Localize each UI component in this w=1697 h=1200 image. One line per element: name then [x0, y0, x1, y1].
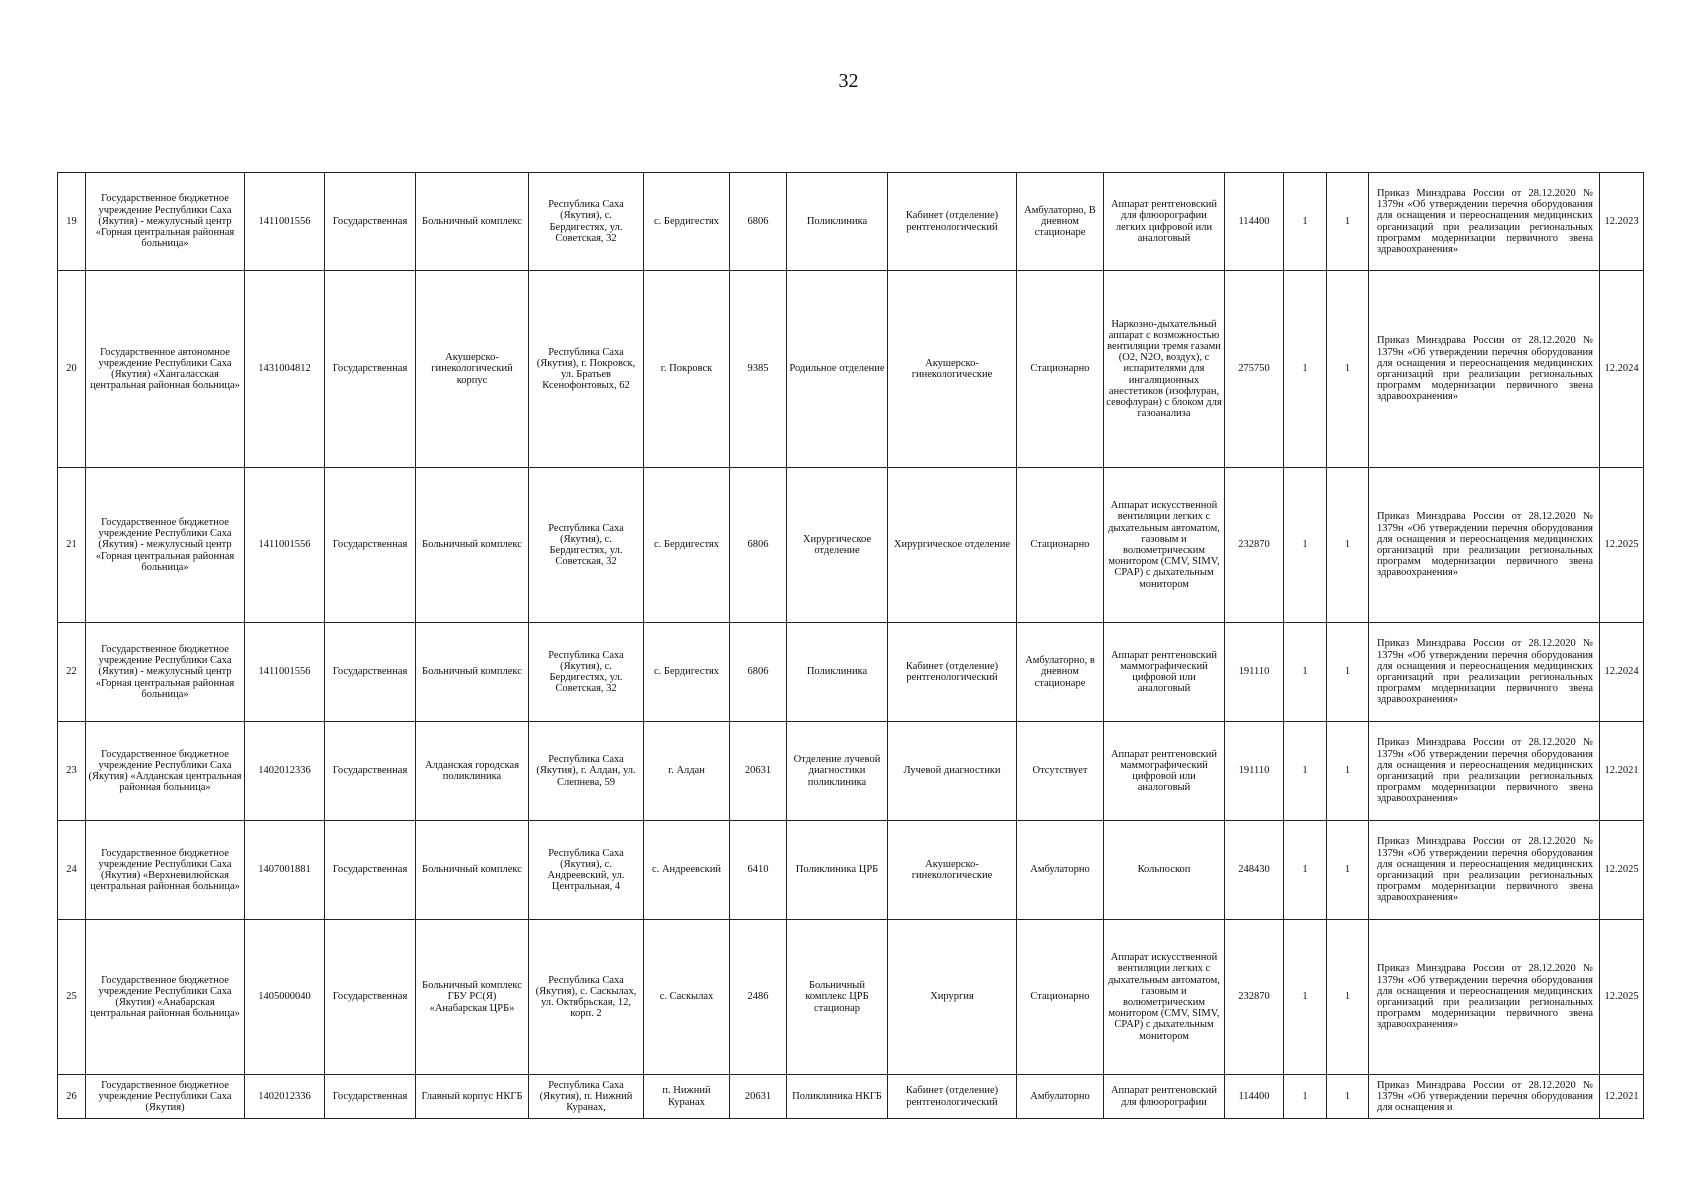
- row-number: 21: [58, 468, 86, 623]
- row-number: 23: [58, 722, 86, 821]
- equipment-name: Аппарат рентгеновский для флюорографии: [1104, 1075, 1225, 1119]
- structural-unit: Поликлиника ЦРБ: [787, 821, 888, 920]
- ownership-form: Государственная: [325, 920, 416, 1075]
- department-profile: Лучевой диагностики: [888, 722, 1017, 821]
- quantity-2: 1: [1327, 722, 1369, 821]
- inn: 1431004812: [245, 271, 325, 468]
- locality: г. Алдан: [644, 722, 730, 821]
- organization-name: Государственное бюджетное учреждение Республики Саха (Якутия) - межулусный центр «Горная центральная районная больница»: [86, 468, 245, 623]
- population: 6410: [730, 821, 787, 920]
- price: 191110: [1225, 722, 1284, 821]
- price: 191110: [1225, 623, 1284, 722]
- equipment-name: Аппарат рентгеновский маммографический цифровой или аналоговый: [1104, 722, 1225, 821]
- legal-basis: Приказ Минздрава России от 28.12.2020 № 1379н «Об утверждении перечня оборудования для оснащения и переоснащения медицинских организаций при реализации региональных программ модернизации первичного звена здравоохранения»: [1369, 920, 1600, 1075]
- quantity-1: 1: [1284, 623, 1327, 722]
- price: 232870: [1225, 468, 1284, 623]
- price: 114400: [1225, 1075, 1284, 1119]
- organization-name: Государственное бюджетное учреждение Республики Саха (Якутия) «Верхневилюйская центральная районная больница»: [86, 821, 245, 920]
- quantity-1: 1: [1284, 1075, 1327, 1119]
- locality: с. Саскылах: [644, 920, 730, 1075]
- row-number: 22: [58, 623, 86, 722]
- equipment-name: Наркозно-дыхательный аппарат с возможностью вентиляции тремя газами (O2, N2O, воздух), с испарителями для ингаляционных анестетиков (изофлуран, севофлуран) с блоком для газоанализа: [1104, 271, 1225, 468]
- quantity-2: 1: [1327, 468, 1369, 623]
- locality: с. Андреевский: [644, 821, 730, 920]
- row-number: 25: [58, 920, 86, 1075]
- structural-unit: Родильное отделение: [787, 271, 888, 468]
- quantity-1: 1: [1284, 920, 1327, 1075]
- quantity-1: 1: [1284, 722, 1327, 821]
- department-profile: Хирургическое отделение: [888, 468, 1017, 623]
- organization-name: Государственное бюджетное учреждение Республики Саха (Якутия) «Анабарская центральная районная больница»: [86, 920, 245, 1075]
- quantity-2: 1: [1327, 173, 1369, 271]
- row-number: 20: [58, 271, 86, 468]
- legal-basis: Приказ Минздрава России от 28.12.2020 № 1379н «Об утверждении перечня оборудования для оснащения и: [1369, 1075, 1600, 1119]
- address: Республика Саха (Якутия), п. Нижний Куранах,: [529, 1075, 644, 1119]
- table-row: [58, 920, 1644, 1075]
- department-profile: Кабинет (отделение) рентгенологический: [888, 173, 1017, 271]
- building-name: Больничный комплекс ГБУ РС(Я) «Анабарская ЦРБ»: [416, 920, 529, 1075]
- table-row: [58, 1075, 1644, 1119]
- building-name: Больничный комплекс: [416, 468, 529, 623]
- building-name: Акушерско-гинекологический корпус: [416, 271, 529, 468]
- quantity-2: 1: [1327, 821, 1369, 920]
- inn: 1402012336: [245, 1075, 325, 1119]
- address: Республика Саха (Якутия), г. Покровск, ул. Братьев Ксенофонтовых, 62: [529, 271, 644, 468]
- ownership-form: Государственная: [325, 468, 416, 623]
- care-conditions: Амбулаторно: [1017, 821, 1104, 920]
- equipment-name: Аппарат рентгеновский для флюорографии легких цифровой или аналоговый: [1104, 173, 1225, 271]
- building-name: Больничный комплекс: [416, 173, 529, 271]
- department-profile: Кабинет (отделение) рентгенологический: [888, 623, 1017, 722]
- care-conditions: Стационарно: [1017, 468, 1104, 623]
- row-number: 19: [58, 173, 86, 271]
- population: 2486: [730, 920, 787, 1075]
- equipment-registry-table: [57, 172, 1644, 1119]
- inn: 1411001556: [245, 468, 325, 623]
- population: 9385: [730, 271, 787, 468]
- structural-unit: Больничный комплекс ЦРБ стационар: [787, 920, 888, 1075]
- quantity-1: 1: [1284, 821, 1327, 920]
- registry-body: [58, 173, 1644, 1119]
- address: Республика Саха (Якутия), с. Бердигестях, ул. Советская, 32: [529, 173, 644, 271]
- address: Республика Саха (Якутия), с. Саскылах, ул. Октябрьская, 12, корп. 2: [529, 920, 644, 1075]
- population: 6806: [730, 468, 787, 623]
- inn: 1411001556: [245, 173, 325, 271]
- legal-basis: Приказ Минздрава России от 28.12.2020 № 1379н «Об утверждении перечня оборудования для оснащения и переоснащения медицинских организаций при реализации региональных программ модернизации первичного звена здравоохранения»: [1369, 623, 1600, 722]
- structural-unit: Отделение лучевой диагностики поликлиника: [787, 722, 888, 821]
- deadline-date: 12.2021: [1600, 722, 1644, 821]
- table-row: [58, 468, 1644, 623]
- legal-basis: Приказ Минздрава России от 28.12.2020 № 1379н «Об утверждении перечня оборудования для оснащения и переоснащения медицинских организаций при реализации региональных программ модернизации первичного звена здравоохранения»: [1369, 468, 1600, 623]
- locality: п. Нижний Куранах: [644, 1075, 730, 1119]
- care-conditions: Амбулаторно: [1017, 1075, 1104, 1119]
- legal-basis: Приказ Минздрава России от 28.12.2020 № 1379н «Об утверждении перечня оборудования для оснащения и переоснащения медицинских организаций при реализации региональных программ модернизации первичного звена здравоохранения»: [1369, 722, 1600, 821]
- price: 275750: [1225, 271, 1284, 468]
- address: Республика Саха (Якутия), г. Алдан, ул. Слепнева, 59: [529, 722, 644, 821]
- equipment-name: Аппарат искусственной вентиляции легких с дыхательным автоматом, газовым и волюметрическим монитором (CMV, SIMV, CPAP) с дыхательным монитором: [1104, 920, 1225, 1075]
- locality: с. Бердигестях: [644, 623, 730, 722]
- population: 20631: [730, 722, 787, 821]
- population: 6806: [730, 173, 787, 271]
- legal-basis: Приказ Минздрава России от 28.12.2020 № 1379н «Об утверждении перечня оборудования для оснащения и переоснащения медицинских организаций при реализации региональных программ модернизации первичного звена здравоохранения»: [1369, 173, 1600, 271]
- equipment-name: Аппарат рентгеновский маммографический цифровой или аналоговый: [1104, 623, 1225, 722]
- organization-name: Государственное автономное учреждение Республики Саха (Якутия) «Хангаласская центральная районная больница»: [86, 271, 245, 468]
- deadline-date: 12.2025: [1600, 821, 1644, 920]
- inn: 1405000040: [245, 920, 325, 1075]
- building-name: Алданская городская поликлиника: [416, 722, 529, 821]
- table-row: [58, 271, 1644, 468]
- price: 248430: [1225, 821, 1284, 920]
- building-name: Больничный комплекс: [416, 821, 529, 920]
- deadline-date: 12.2025: [1600, 468, 1644, 623]
- locality: с. Бердигестях: [644, 468, 730, 623]
- table-row: [58, 173, 1644, 271]
- department-profile: Хирургия: [888, 920, 1017, 1075]
- quantity-1: 1: [1284, 468, 1327, 623]
- price: 232870: [1225, 920, 1284, 1075]
- ownership-form: Государственная: [325, 821, 416, 920]
- organization-name: Государственное бюджетное учреждение Республики Саха (Якутия): [86, 1075, 245, 1119]
- structural-unit: Поликлиника: [787, 623, 888, 722]
- address: Республика Саха (Якутия), с. Андреевский, ул. Центральная, 4: [529, 821, 644, 920]
- equipment-name: Кольпоскоп: [1104, 821, 1225, 920]
- building-name: Больничный комплекс: [416, 623, 529, 722]
- care-conditions: Стационарно: [1017, 271, 1104, 468]
- ownership-form: Государственная: [325, 722, 416, 821]
- care-conditions: Стационарно: [1017, 920, 1104, 1075]
- ownership-form: Государственная: [325, 1075, 416, 1119]
- ownership-form: Государственная: [325, 623, 416, 722]
- table-row: [58, 623, 1644, 722]
- ownership-form: Государственная: [325, 271, 416, 468]
- inn: 1407001881: [245, 821, 325, 920]
- organization-name: Государственное бюджетное учреждение Республики Саха (Якутия) - межулусный центр «Горная центральная районная больница»: [86, 623, 245, 722]
- table-row: [58, 722, 1644, 821]
- page-number: 32: [838, 70, 859, 92]
- care-conditions: Амбулаторно, в дневном стационаре: [1017, 623, 1104, 722]
- locality: с. Бердигестях: [644, 173, 730, 271]
- row-number: 24: [58, 821, 86, 920]
- department-profile: Акушерско-гинекологические: [888, 821, 1017, 920]
- table-row: [58, 821, 1644, 920]
- legal-basis: Приказ Минздрава России от 28.12.2020 № 1379н «Об утверждении перечня оборудования для оснащения и переоснащения медицинских организаций при реализации региональных программ модернизации первичного звена здравоохранения»: [1369, 271, 1600, 468]
- equipment-name: Аппарат искусственной вентиляции легких с дыхательным автоматом, газовым и волюметрическим монитором (CMV, SIMV, CPAP) с дыхательным монитором: [1104, 468, 1225, 623]
- quantity-1: 1: [1284, 173, 1327, 271]
- address: Республика Саха (Якутия), с. Бердигестях, ул. Советская, 32: [529, 468, 644, 623]
- structural-unit: Поликлиника: [787, 173, 888, 271]
- population: 20631: [730, 1075, 787, 1119]
- quantity-2: 1: [1327, 623, 1369, 722]
- care-conditions: Амбулаторно, В дневном стационаре: [1017, 173, 1104, 271]
- price: 114400: [1225, 173, 1284, 271]
- deadline-date: 12.2024: [1600, 623, 1644, 722]
- deadline-date: 12.2023: [1600, 173, 1644, 271]
- legal-basis: Приказ Минздрава России от 28.12.2020 № 1379н «Об утверждении перечня оборудования для оснащения и переоснащения медицинских организаций при реализации региональных программ модернизации первичного звена здравоохранения»: [1369, 821, 1600, 920]
- deadline-date: 12.2021: [1600, 1075, 1644, 1119]
- inn: 1411001556: [245, 623, 325, 722]
- locality: г. Покровск: [644, 271, 730, 468]
- quantity-1: 1: [1284, 271, 1327, 468]
- ownership-form: Государственная: [325, 173, 416, 271]
- population: 6806: [730, 623, 787, 722]
- address: Республика Саха (Якутия), с. Бердигестях, ул. Советская, 32: [529, 623, 644, 722]
- quantity-2: 1: [1327, 1075, 1369, 1119]
- row-number: 26: [58, 1075, 86, 1119]
- department-profile: Кабинет (отделение) рентгенологический: [888, 1075, 1017, 1119]
- building-name: Главный корпус НКГБ: [416, 1075, 529, 1119]
- deadline-date: 12.2024: [1600, 271, 1644, 468]
- department-profile: Акушерско-гинекологические: [888, 271, 1017, 468]
- structural-unit: Хирургическое отделение: [787, 468, 888, 623]
- deadline-date: 12.2025: [1600, 920, 1644, 1075]
- inn: 1402012336: [245, 722, 325, 821]
- quantity-2: 1: [1327, 920, 1369, 1075]
- quantity-2: 1: [1327, 271, 1369, 468]
- organization-name: Государственное бюджетное учреждение Республики Саха (Якутия) «Алданская центральная районная больница»: [86, 722, 245, 821]
- structural-unit: Поликлиника НКГБ: [787, 1075, 888, 1119]
- organization-name: Государственное бюджетное учреждение Республики Саха (Якутия) - межулусный центр «Горная центральная районная больница»: [86, 173, 245, 271]
- care-conditions: Отсутствует: [1017, 722, 1104, 821]
